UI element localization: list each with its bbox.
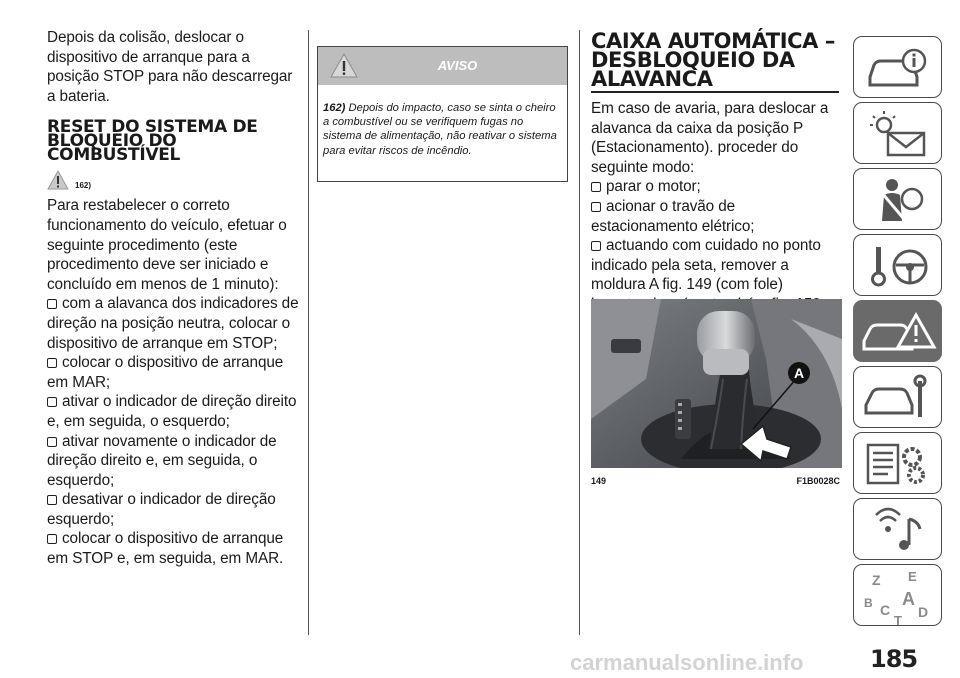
gearbox-lead-paragraph: Em caso de avaria, para deslocar a alavanca da caixa da posição P (Estacionamento). proceder do seguinte modo: [591,100,829,176]
reset-lead-paragraph: Para restabelecer o correto funcionamento do veículo, efetuar o seguinte procedimento (este procedimento deve ser iniciado e concluído em menos de 1 minuto): [47,197,287,293]
warning-triangle-icon [47,170,69,190]
checkbox-bullet-icon [47,299,57,309]
list-item: actuando com cuidado no ponto indicado pela seta, remover a moldura A fig. 149 (com fole) [591,237,821,294]
specifications-gears-icon [854,433,943,495]
heading-underline [591,91,839,93]
list-item: ativar novamente o indicador de direção direito e, em seguida, o esquerdo; [47,432,277,489]
chapter-tab-safety[interactable] [853,168,942,230]
list-item: com a alavanca dos indicadores de direção na posição neutra, colocar o dispositivo de arranque em STOP; [47,295,299,352]
checkbox-bullet-icon [591,241,601,251]
column-divider [308,30,309,635]
list-item: acionar o travão de estacionamento elétrico; [591,197,755,235]
index-letter: C [880,602,891,618]
warning-reference [47,170,299,190]
warning-box-ref: 162) [323,102,346,114]
index-letter: Z [872,572,881,588]
list-item: ativar o indicador de direção direito e, em seguida, o esquerdo; [47,393,297,430]
list-item: colocar o dispositivo de arranque em MAR; [47,354,284,391]
page-number: 185 [870,645,918,673]
checkbox-bullet-icon [47,397,57,407]
figure-number: 149 [591,476,607,486]
chapter-tab-multimedia[interactable] [853,498,942,560]
reset-steps-list [47,294,299,568]
index-letter: B [864,596,873,610]
figure-callout-label: A [793,365,805,381]
key-steering-wheel-icon [854,235,943,297]
checkbox-bullet-icon [591,182,601,192]
column-divider [579,30,580,635]
section-heading-reset: RESET DO SISTEMA DE BLOQUEIO DO COMBUSTÍVEL [47,117,258,166]
checkbox-bullet-icon [47,358,57,368]
chapter-tab-index[interactable] [853,564,942,626]
warning-box [317,46,568,182]
list-item: colocar o dispositivo de arranque em STOP e, em seguida, em MAR. [47,530,284,568]
car-breakdown-warning-icon [854,301,943,363]
chapter-tab-starting[interactable] [853,234,942,296]
column-left [47,28,299,569]
intro-paragraph: Depois da colisão, deslocar o dispositivo de arranque para a posição STOP para não descarregar a bateria. [47,29,293,105]
list-item: desativar o indicador de direção esquerdo; [47,491,276,528]
chapter-tab-warning-lights[interactable] [853,102,942,164]
index-letter: T [894,613,902,627]
checkbox-bullet-icon [47,437,57,447]
warning-lights-envelope-icon [854,103,943,165]
checkbox-bullet-icon [591,202,601,212]
index-letter: A [902,589,915,609]
checkbox-bullet-icon [47,495,57,505]
multimedia-music-icon [854,499,943,561]
chapter-tab-specifications[interactable] [853,432,942,494]
column-right [591,28,841,315]
chapter-tab-maintenance[interactable] [853,366,942,428]
chapter-tab-emergency[interactable] [853,300,942,362]
car-info-icon [854,37,943,99]
index-letter: D [918,604,929,620]
list-item: parar o motor; [591,177,841,197]
car-maintenance-wrench-icon [854,367,943,429]
gear-lever-illustration [591,299,842,468]
gear-lever-photo [591,299,842,468]
figure-code: F1B0028C [796,476,840,486]
seatbelt-airbag-icon [854,169,943,231]
chapter-tab-car-info[interactable] [853,36,942,98]
warning-box-label: AVISO [437,58,478,73]
index-letter: E [908,569,917,584]
gearbox-steps-list [591,177,841,314]
warning-box-header [318,47,567,85]
warning-box-text: 162) Depois do impacto, caso se sinta o cheiro a combustível ou se verifiquem fugas no sistema de alimentação, não reativar o sistema para evitar riscos de incêndio. [323,102,557,157]
warning-ref-number: 162) [75,181,92,191]
section-heading-gearbox: CAIXA AUTOMÁTICA – DESBLOQUEIO DA ALAVANCA [591,29,836,91]
watermark: carmanualsonline.info [570,650,804,675]
checkbox-bullet-icon [47,534,57,544]
alphabetical-index-icon [854,565,943,627]
